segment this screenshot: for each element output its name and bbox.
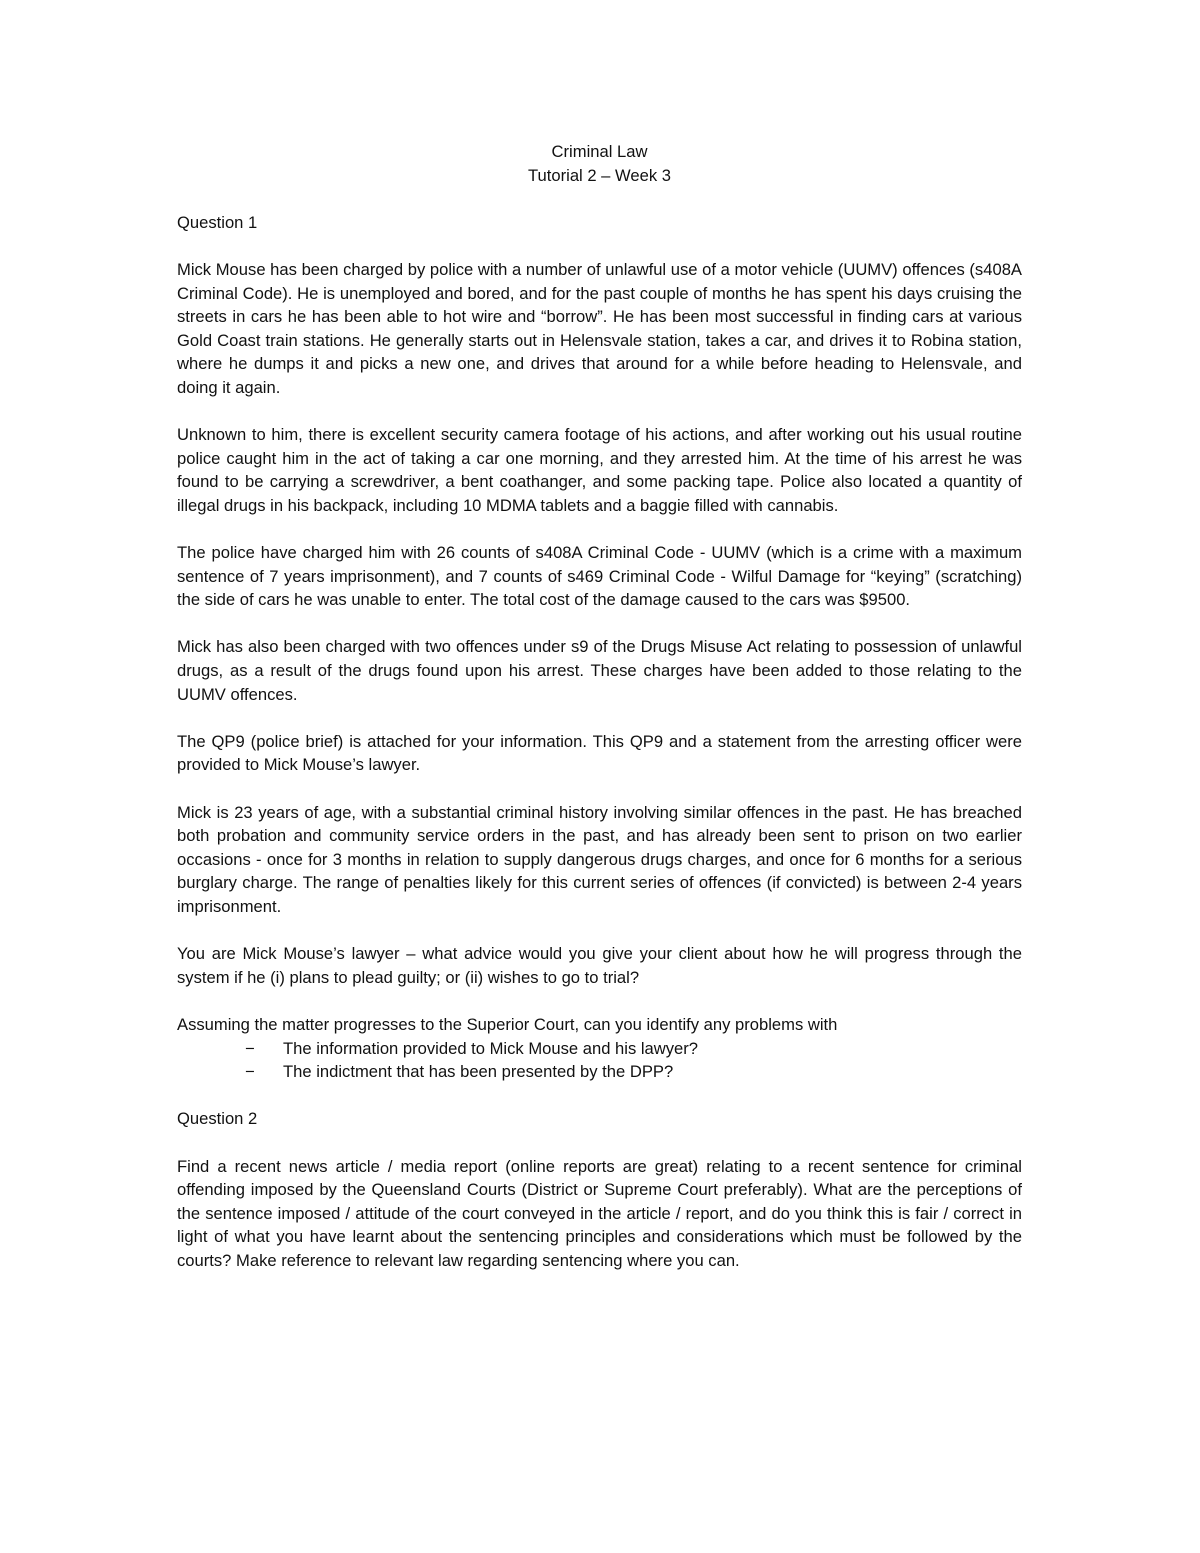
spacer bbox=[177, 919, 1022, 943]
q1-paragraph-facts: Mick Mouse has been charged by police with a number of unlawful use of a motor vehicle (UUMV) offences (s408A Criminal Code). He is unemployed and bored, and for the past couple of months he has spent his days cruising the streets in cars he has been able to hot wire and “borrow”. He has been most successful in finding cars at various Gold Coast train stations. He generally starts out in Helensvale station, takes a car, and drives it to Robina station, where he dumps it and picks a new one, and drives that around for a while before heading to Helensvale, and doing it again. bbox=[177, 259, 1022, 397]
list-item-text: The indictment that has been presented by the DPP? bbox=[283, 1062, 674, 1082]
bullet-dash: − bbox=[245, 1038, 255, 1058]
document-title: Criminal Law bbox=[551, 142, 648, 161]
spacer bbox=[177, 1084, 1022, 1108]
spacer bbox=[177, 400, 1022, 424]
spacer bbox=[177, 187, 1022, 211]
document-body bbox=[177, 140, 1022, 1273]
question-2-heading: Question 2 bbox=[177, 1109, 258, 1129]
list-item-text: The information provided to Mick Mouse and his lawyer? bbox=[283, 1038, 699, 1058]
spacer bbox=[177, 234, 1022, 258]
q1-problem-list bbox=[177, 1037, 1022, 1084]
q1-paragraph-advice-question: You are Mick Mouse’s lawyer – what advice would you give your client about how he will progress through the system if he (i) plans to plead guilty; or (ii) wishes to go to trial? bbox=[177, 944, 1022, 987]
list-item bbox=[177, 1037, 1022, 1061]
document-subtitle: Tutorial 2 – Week 3 bbox=[528, 165, 671, 185]
spacer bbox=[177, 989, 1022, 1013]
q2-paragraph: Find a recent news article / media report (online reports are great) relating to a recent sentence for criminal offending imposed by the Queensland Courts (District or Supreme Court preferably). What are the perceptions of the sentence imposed / attitude of the court conveyed in the article / report, and do you think this is fair / correct in light of what you have learnt about the sentencing principles and considerations which must be followed by the courts? Make reference to relevant law regarding sentencing where you can. bbox=[177, 1156, 1022, 1270]
q1-paragraph-drug-charges: Mick has also been charged with two offences under s9 of the Drugs Misuse Act relating to possession of unlawful drugs, as a result of the drugs found upon his arrest. These charges have been added to those relating to the UUMV offences. bbox=[177, 637, 1022, 704]
q1-paragraph-qp9: The QP9 (police brief) is attached for your information. This QP9 and a statement from the arresting officer were provided to Mick Mouse’s lawyer. bbox=[177, 731, 1022, 775]
bullet-dash: − bbox=[245, 1062, 255, 1082]
spacer bbox=[177, 518, 1022, 542]
question-1-heading: Question 1 bbox=[177, 212, 258, 232]
q1-paragraph-charges: The police have charged him with 26 counts of s408A Criminal Code - UUMV (which is a crime with a maximum sentence of 7 years imprisonment), and 7 counts of s469 Criminal Code - Wilful Damage for “keying” (scratching) the side of cars he was unable to enter. The total cost of the damage caused to the cars was $9500. bbox=[177, 543, 1022, 610]
q1-superior-court-intro: Assuming the matter progresses to the Superior Court, can you identify any problems with bbox=[177, 1014, 838, 1034]
spacer bbox=[177, 1131, 1022, 1155]
list-item bbox=[177, 1060, 1022, 1084]
spacer bbox=[177, 706, 1022, 730]
spacer bbox=[177, 612, 1022, 636]
q1-paragraph-arrest: Unknown to him, there is excellent security camera footage of his actions, and after working out his usual routine police caught him in the act of taking a car one morning, and they arrested him. At the time of his arrest he was found to be carrying a screwdriver, a bent coathanger, and some packing tape. Police also located a quantity of illegal drugs in his backpack, including 10 MDMA tablets and a baggie filled with cannabis. bbox=[177, 425, 1022, 515]
q1-paragraph-history: Mick is 23 years of age, with a substantial criminal history involving similar offences in the past. He has breached both probation and community service orders in the past, and has already been sent to prison on two earlier occasions - once for 3 months in relation to supply dangerous drugs charges, and once for 6 months for a serious burglary charge. The range of penalties likely for this current series of offences (if convicted) is between 2-4 years imprisonment. bbox=[177, 802, 1022, 916]
spacer bbox=[177, 777, 1022, 801]
